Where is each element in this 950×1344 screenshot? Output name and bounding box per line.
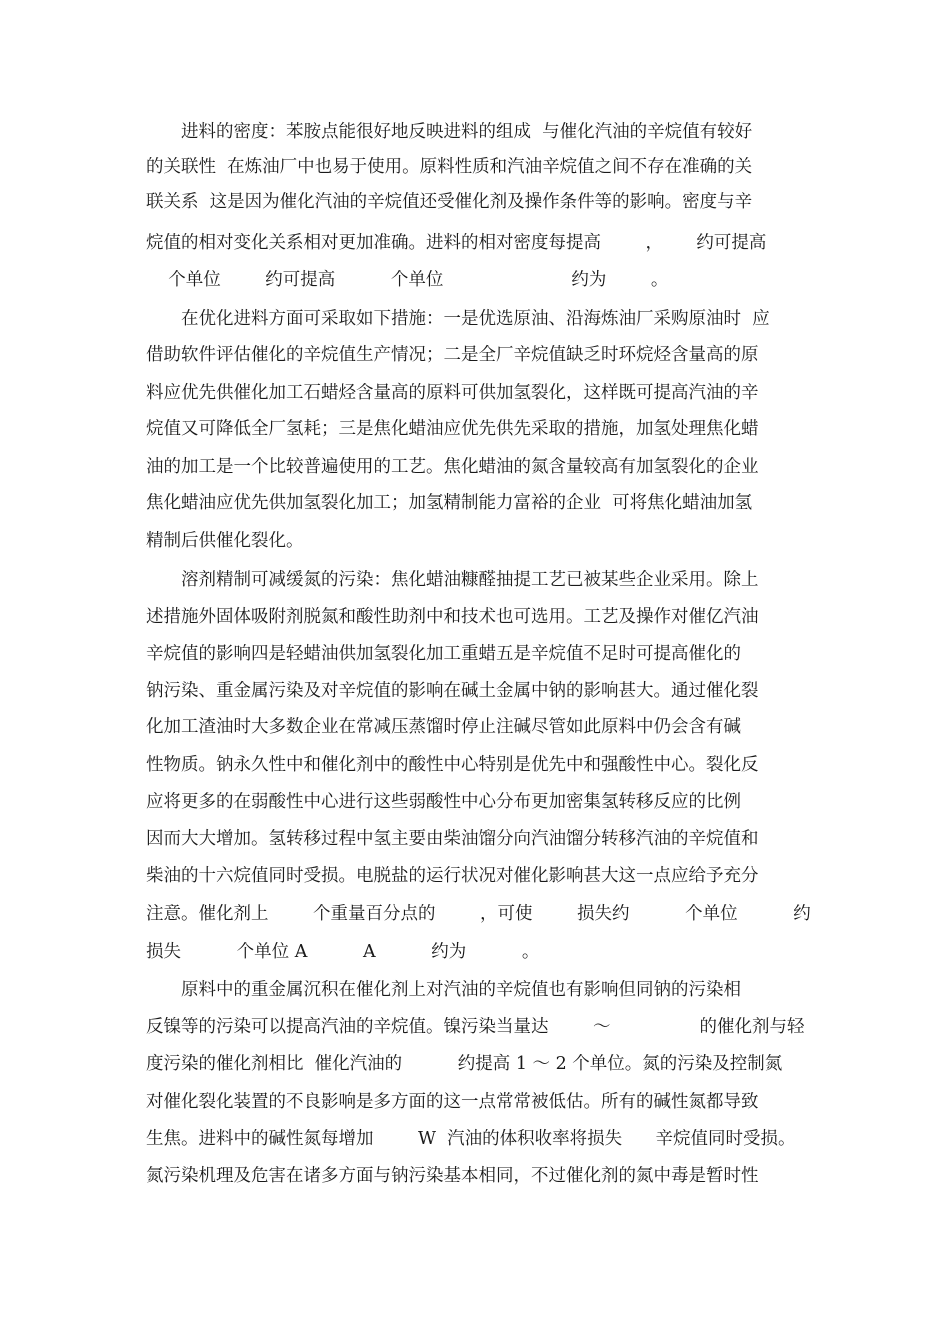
text-line: 生焦。进料中的碱性氮每增加 W 汽油的体积收率将损失 辛烷值同时受损。 [146,1129,796,1149]
text-line: 的关联性 在炼油厂中也易于使用。原料性质和汽油辛烷值之间不存在准确的关 [146,157,753,177]
text-line: 在优化进料方面可采取如下措施：一是优选原油、沿海炼油厂采购原油时 应 [181,309,770,329]
text-line: 焦化蜡油应优先供加氢裂化加工；加氢精制能力富裕的企业 可将焦化蜡油加氢 [146,493,753,513]
text-line: 辛烷值的影响四是轻蜡油供加氢裂化加工重蜡五是辛烷值不足时可提高催化的 [146,644,741,664]
text-line: 应将更多的在弱酸性中心进行这些弱酸性中心分布更加密集氢转移反应的比例 [146,792,741,812]
text-line: 个单位 约可提高 个单位 约为 。 [146,270,669,290]
text-line: 进料的密度：苯胺点能很好地反映进料的组成 与催化汽油的辛烷值有较好 [181,122,753,142]
text-line: 烷值的相对变化关系相对更加准确。进料的相对密度每提高 ， 约可提高 [146,233,767,253]
text-line: 述措施外固体吸附剂脱氮和酸性助剂中和技术也可选用。工艺及操作对催亿汽油 [146,607,759,627]
text-line: 对催化裂化装置的不良影响是多方面的这一点常常被低估。所有的碱性氮都导致 [146,1092,759,1112]
text-line: 性物质。钠永久性中和催化剂中的酸性中心特别是优先中和强酸性中心。裂化反 [146,755,759,775]
text-line: 精制后供催化裂化。 [146,531,304,551]
text-line: 损失 个单位 A A 约为 。 [146,942,540,962]
text-line: 料应优先供催化加工石蜡烃含量高的原料可供加氢裂化，这样既可提高汽油的辛 [146,383,759,403]
text-line: 氮污染机理及危害在诸多方面与钠污染基本相同，不过催化剂的氮中毒是暂时性 [146,1166,759,1186]
text-line: 油的加工是一个比较普遍使用的工艺。焦化蜡油的氮含量较高有加氢裂化的企业 [146,457,759,477]
text-line: 化加工渣油时大多数企业在常减压蒸馏时停止注碱尽管如此原料中仍会含有碱 [146,717,741,737]
text-line: 度污染的催化剂相比 催化汽油的 约提高 1 ～ 2 个单位。氮的污染及控制氮 [146,1054,783,1074]
text-line: 原料中的重金属沉积在催化剂上对汽油的辛烷值也有影响但同钠的污染相 [181,980,741,1000]
text-line: 注意。催化剂上 个重量百分点的 ，可使 损失约 个单位 约 [146,904,811,924]
text-line: 柴油的十六烷值同时受损。电脱盐的运行状况对催化影响甚大这一点应给予充分 [146,866,759,886]
text-line: 因而大大增加。氢转移过程中氢主要由柴油馏分向汽油馏分转移汽油的辛烷值和 [146,829,759,849]
text-line: 联关系 这是因为催化汽油的辛烷值还受催化剂及操作条件等的影响。密度与辛 [146,192,753,212]
text-line: 钠污染、重金属污染及对辛烷值的影响在碱土金属中钠的影响甚大。通过催化裂 [146,681,759,701]
text-line: 溶剂精制可减缓氮的污染：焦化蜡油糠醛抽提工艺已被某些企业采用。除上 [181,570,759,590]
text-line: 反镍等的污染可以提高汽油的辛烷值。镍污染当量达 ～ 的催化剂与轻 [146,1017,805,1037]
text-line: 借助软件评估催化的辛烷值生产情况；二是全厂辛烷值缺乏时环烷烃含量高的原 [146,345,759,365]
text-line: 烷值又可降低全厂氢耗；三是焦化蜡油应优先供先采取的措施，加氢处理焦化蜡 [146,419,759,439]
